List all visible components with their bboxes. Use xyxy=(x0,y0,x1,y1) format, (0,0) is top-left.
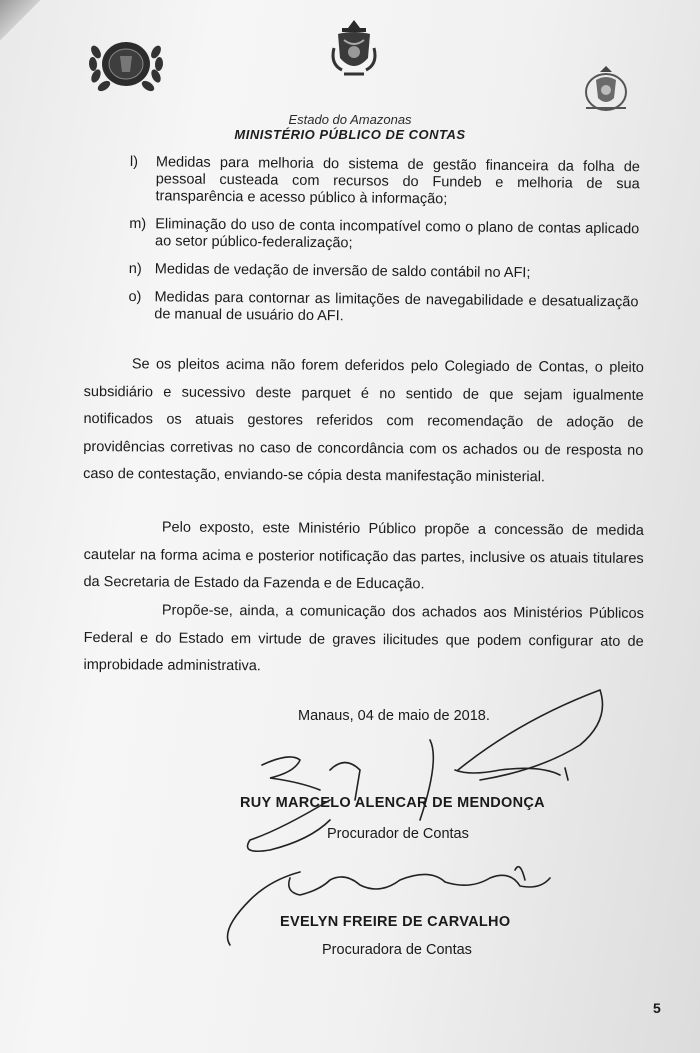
list-item-letter: m) xyxy=(129,215,147,233)
laurel-wreath-seal-icon xyxy=(86,34,166,96)
list-item-letter: o) xyxy=(128,288,142,306)
signatory-role: Procuradora de Contas xyxy=(322,942,472,958)
list-item xyxy=(129,261,639,283)
list-item-text: Medidas para contornar as limitações de navegabilidade e desatualização de manual de usuário do AFI. xyxy=(154,289,639,325)
list-item-letter: n) xyxy=(128,260,142,278)
list-item-letter: l) xyxy=(129,154,139,171)
page-number: 5 xyxy=(653,1000,661,1016)
body-paragraph: Propõe-se, ainda, a comunicação dos achados aos Ministérios Públicos Federal e do Estado em virtude de graves ilicitudes que podem configurar ato de improbidade administrativa. xyxy=(83,602,644,675)
signatory-name: RUY MARCELO ALENCAR DE MENDONÇA xyxy=(240,795,545,811)
page-corner-shadow xyxy=(0,0,60,40)
list-item-text: Medidas de vedação de inversão de saldo contábil no AFI; xyxy=(154,261,531,282)
list-item-text: Eliminação do uso de conta incompatível como o plano de contas aplicado ao setor público-federalização; xyxy=(155,216,640,252)
recommendation-list xyxy=(128,154,640,339)
list-item xyxy=(129,216,639,255)
signatory-role: Procurador de Contas xyxy=(327,826,469,842)
tribunal-emblem-icon xyxy=(580,64,632,114)
closing-date: Manaus, 04 de maio de 2018. xyxy=(298,708,490,724)
list-item xyxy=(129,154,640,210)
header-state: Estado do Amazonas xyxy=(288,112,412,127)
body-paragraph: Se os pleitos acima não forem deferidos pelo Colegiado de Contas, o pleito subsidiário e sucessivo deste parquet é no sentido de que sejam igualmente notificados os atuais gestores referidos com recomendação de adoção de providências corretivas no caso de concordância com os achados ou de resposta no caso de contestação, enviando-se cópia desta manifestação ministerial. xyxy=(83,356,644,486)
header-organization: MINISTÉRIO PÚBLICO DE CONTAS xyxy=(234,127,466,142)
list-item-text: Medidas para melhoria do sistema de gestão financeira da folha de pessoal custeada com recursos do Fundeb e melhoria de sua transparência e acesso público à informação; xyxy=(155,154,640,208)
signatory-name: EVELYN FREIRE DE CARVALHO xyxy=(280,914,511,930)
body-paragraph: Pelo exposto, este Ministério Público propõe a concessão de medida cautelar na forma acima e posterior notificação das partes, inclusive os atuais titulares da Secretaria de Estado da Fazenda e de Educação. xyxy=(83,519,644,593)
list-item xyxy=(128,289,638,328)
amazonas-coat-of-arms-icon xyxy=(330,18,378,80)
